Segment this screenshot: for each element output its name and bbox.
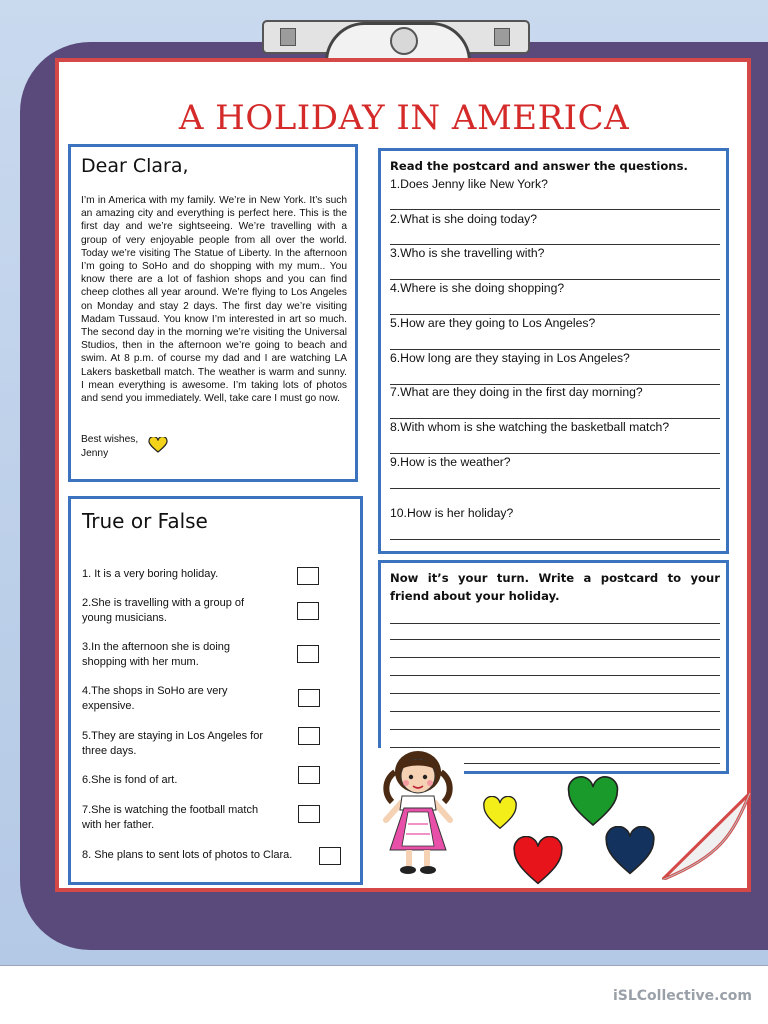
tf-checkbox-3[interactable]	[297, 645, 319, 663]
question-9: 9.How is the weather?	[390, 455, 511, 469]
writing-line-6[interactable]	[390, 711, 720, 712]
question-7: 7.What are they doing in the first day morning?	[390, 385, 643, 399]
writing-line-1[interactable]	[390, 623, 720, 624]
answer-line-1[interactable]	[390, 209, 720, 210]
tf-statement-3: 3.In the afternoon she is doing shopping with her mum.	[82, 641, 230, 668]
questions-instruction: Read the postcard and answer the questions.	[390, 159, 688, 173]
tf-statement-5: 5.They are staying in Los Angeles for three days.	[82, 730, 263, 757]
green-heart-icon	[566, 776, 620, 828]
clipboard-clip-hole	[390, 27, 418, 55]
true-false-box	[68, 496, 363, 885]
tf-checkbox-2[interactable]	[297, 602, 319, 620]
tf-checkbox-5[interactable]	[298, 727, 320, 745]
letter-box	[68, 144, 358, 482]
writing-instruction: Now it’s your turn. Write a postcard to your friend about your holiday.	[390, 571, 720, 603]
tf-checkbox-6[interactable]	[298, 766, 320, 784]
heart-icon	[148, 437, 168, 453]
question-4: 4.Where is she doing shopping?	[390, 281, 565, 295]
writing-line-4[interactable]	[390, 675, 720, 676]
writing-line-7[interactable]	[390, 729, 720, 730]
writing-line-3[interactable]	[390, 657, 720, 658]
page-curl	[662, 785, 752, 880]
answer-line-7[interactable]	[390, 418, 720, 419]
tf-checkbox-7[interactable]	[298, 805, 320, 823]
letter-signature: Jenny	[81, 448, 109, 459]
tf-statement-2: 2.She is travelling with a group of young musicians.	[82, 597, 245, 624]
question-8: 8.With whom is she watching the basketball match?	[390, 420, 670, 434]
girl-in-dress-icon	[378, 750, 458, 878]
writing-line-2[interactable]	[390, 639, 720, 640]
letter-greeting: Dear Clara,	[81, 155, 189, 177]
tf-statement-7: 7.She is watching the football match with her father.	[82, 804, 259, 831]
questions-box	[378, 148, 729, 554]
tf-checkbox-1[interactable]	[297, 567, 319, 585]
answer-line-9[interactable]	[390, 488, 720, 489]
answer-line-10[interactable]	[390, 539, 720, 540]
tf-statement-1: 1. It is a very boring holiday.	[82, 568, 219, 580]
tf-statement-8: 8. She plans to sent lots of photos to Clara.	[82, 849, 293, 861]
question-1: 1.Does Jenny like New York?	[390, 177, 548, 191]
answer-line-2[interactable]	[390, 244, 720, 245]
answer-line-4[interactable]	[390, 314, 720, 315]
answer-line-5[interactable]	[390, 349, 720, 350]
divider	[0, 965, 768, 966]
navy-heart-icon	[602, 826, 658, 876]
site-watermark: iSLCollective.com	[612, 988, 752, 1004]
yellow-heart-icon	[482, 796, 518, 830]
question-5: 5.How are they going to Los Angeles?	[390, 316, 596, 330]
tf-statement-4: 4.The shops in SoHo are very expensive.	[82, 685, 228, 712]
tf-checkbox-8[interactable]	[319, 847, 341, 865]
answer-line-3[interactable]	[390, 279, 720, 280]
question-10: 10.How is her holiday?	[390, 506, 514, 520]
worksheet-title: A HOLIDAY IN AMERICA	[178, 98, 630, 138]
question-2: 2.What is she doing today?	[390, 212, 538, 226]
postcard-writing-box	[378, 560, 729, 774]
red-heart-icon	[508, 836, 568, 886]
letter-body: I’m in America with my family. We’re in New York. It’s such an amazing city and everything is perfect here. This is the first day and we’re sightseeing. We’re travelling with a group of very enjoyable people from all over the world. Today we’re visiting The Statue of Liberty. In the afternoon I’m going to SoHo and do shopping with my mum.. You know there are a lot of fashion shops and you can find cheep clothes all year around. We’re flying to Los Angeles on Monday and stay 2 days. The first day we’re visiting Madam Tussaud. You know I’m interested in art so much. The second day in the morning we’re visiting the Universal Studios, then in the afternoon we’re going to beach and swim. At 8 p.m. of course my dad and I are watching LA Lakers basketball match. The weather is warm and sunny. I mean everything is awesome. I’m taking lots of photos and send you immediately. Well, take care I must go now.	[81, 195, 347, 405]
clip-slot-left	[280, 28, 296, 46]
letter-closing: Best wishes,	[81, 434, 139, 445]
question-6: 6.How long are they staying in Los Angeles?	[390, 351, 630, 365]
true-false-heading: True or False	[82, 509, 208, 533]
question-3: 3.Who is she travelling with?	[390, 246, 545, 260]
tf-statement-6: 6.She is fond of art.	[82, 774, 178, 786]
clip-slot-right	[494, 28, 510, 46]
tf-checkbox-4[interactable]	[298, 689, 320, 707]
answer-line-8[interactable]	[390, 453, 720, 454]
writing-line-5[interactable]	[390, 693, 720, 694]
